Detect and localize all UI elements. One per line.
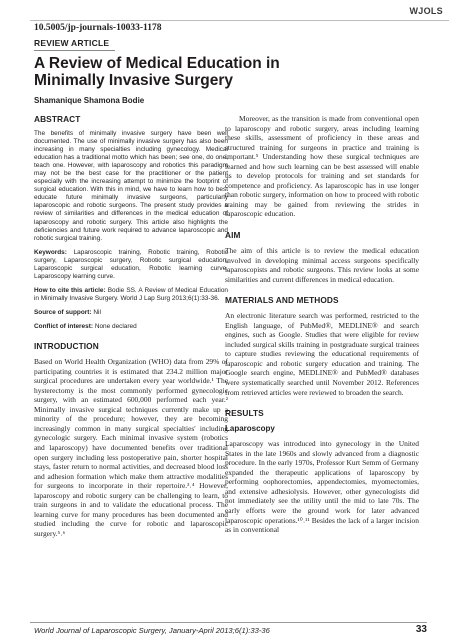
citation bbox=[34, 287, 228, 303]
keywords-text: Laparoscopic training, Robotic training, Robotic surgery, Laparoscopic surgery, Robotic surgical education, Laparoscopic surgical education, Robotic learning curve, Laparoscopy learning curve. bbox=[34, 248, 228, 280]
cite-label: How to cite this article: bbox=[34, 286, 106, 294]
aim-heading: AIM bbox=[225, 230, 241, 241]
funding-label: Source of support: bbox=[34, 308, 92, 316]
journal-tag: WJOLS bbox=[409, 6, 443, 16]
introduction-heading: INTRODUCTION bbox=[34, 341, 99, 352]
header-rule bbox=[30, 20, 449, 21]
doi: 10.5005/jp-journals-10033-1178 bbox=[34, 23, 162, 33]
article-type: REVIEW ARTICLE bbox=[34, 38, 110, 48]
conflict-label: Conflict of interest: bbox=[34, 322, 94, 330]
laparoscopy-subheading: Laparoscopy bbox=[225, 424, 275, 434]
introduction-continuation: Moreover, as the transition is made from conventional open to laparoscopy and robotic surgery, areas including learning these skills, assessment of proficiency in these areas and structured training for surgeons in practice and training is important.⁵ Understanding how these surgical techniques are learned and how such learning can be best assessed will enable us to develop protocols for training and set standards for competence and proficiency. As laparoscopic has in use longer than robotic surgery, information on how to proceed with robotic training may be gained from reviewing the strides in laparoscopic education. bbox=[225, 114, 419, 219]
journal-citation-footer: World Journal of Laparoscopic Surgery, January-April 2013;6(1):33-36 bbox=[34, 626, 270, 635]
methods-heading: MATERIALS AND METHODS bbox=[225, 295, 339, 306]
keywords-label: Keywords: bbox=[34, 248, 67, 256]
results-heading: RESULTS bbox=[225, 408, 264, 419]
left-column bbox=[34, 114, 228, 545]
cite-text: Bodie SS. A Review of Medical Education in Minimally Invasive Surgery. World J Lap Surg 2013;6(1):33-36. bbox=[34, 286, 229, 302]
page-number: 33 bbox=[415, 624, 427, 635]
conflict-text: None declared bbox=[94, 322, 137, 330]
introduction-text: Based on World Health Organization (WHO) data from 29% of participating countries it is estimated that 234.2 million major surgical procedures are undertaken every year worldwide.¹ The hysterectomy is the most commonly performed gynecologic surgery, with an estimated 600,000 performed each year.² Minimally invasive surgical techniques currently make up a minority of the procedure; however, they are becoming increasingly common in many surgical specialties' including gynecologic surgery. Each minimal invasive system (robotics and laparoscopy) have documented benefits over traditional open surgery including less postoperative pain, shorter hospital stays, faster return to normal activities, and decreased blood loss and adhesion formation which make them attractive modalities for surgeons to incorporate in their repertoire.³˒⁴ However, laparoscopy and robotic surgery can be challenging to learn, to train surgeons in and to validate the educational process. The learning curve for many procedures has been documented and studied including the curve for robotic and laparoscopic surgery.⁵˒⁶ bbox=[34, 357, 228, 538]
title-rule bbox=[34, 50, 115, 51]
aim-text: The aim of this article is to review the medical education involved in developing minimal access surgeons specifically laparoscopists and robotic surgeons. This review looks at some similarities and current differences in medical education. bbox=[225, 246, 419, 284]
results-text: Laparoscopy was introduced into gynecology in the United States in the late 1960s and slowly advanced from a diagnostic procedure. In the early 1970s, Professor Kurt Semm of Germany expanded the therapeutic applications of laparoscopy by performing oophorectomies, appendectomies, myomectomies, and extensive adhesiolysis. However, other gynecologists did not immediately see the utility until the mid to late 70s. The early efforts were the ground work for later advanced laparoscopic operations.¹⁰˒¹¹ Besides the lack of a larger incision as in conventional bbox=[225, 439, 419, 535]
abstract-heading: ABSTRACT bbox=[34, 114, 81, 124]
funding-text: Nil bbox=[93, 308, 101, 316]
abstract-text: The benefits of minimally invasive surgery have been well documented. The use of minimally invasive surgery has also been increasing in many specialties including gynecology. Medical education has a traditional motto which has been; see one, do one, teach one. However, with laparoscopy and robotics this paradigm may not be the best case for the practitioner or the patient especially with the increasing attempt to minimize the footprint of surgical education. With this in mind, we have to learn how to best educate future minimally invasive surgeons, particularly laparoscopic and robotic surgeons. The present study provides a review of similarities and differences in the medical education of laparoscopy and robotic surgery. This article also highlights the deficiencies and future work required to advance laparoscopic and robotic surgical training. bbox=[34, 130, 228, 242]
conflict bbox=[34, 323, 228, 331]
funding bbox=[34, 309, 228, 317]
right-column bbox=[225, 114, 419, 542]
article-title: A Review of Medical Education in Minimally Invasive Surgery bbox=[34, 55, 280, 89]
page-footer bbox=[30, 622, 427, 637]
keywords bbox=[34, 249, 228, 281]
author: Shamanique Shamona Bodie bbox=[34, 96, 145, 105]
methods-text: An electronic literature search was performed, restricted to the English language, of PubMed®, MEDLINE® and search engines, such as Google. Studies that were eligible for review included surgical skills training in postgraduate surgical trainees to capture studies reviewing the educational requirements of laparoscopic and robotic surgery education and training. The Google search engine, MEDLINE® and PubMed® databases were systematically searched until November 2012. References from retrieved articles were reviewed to broaden the search. bbox=[225, 311, 419, 397]
